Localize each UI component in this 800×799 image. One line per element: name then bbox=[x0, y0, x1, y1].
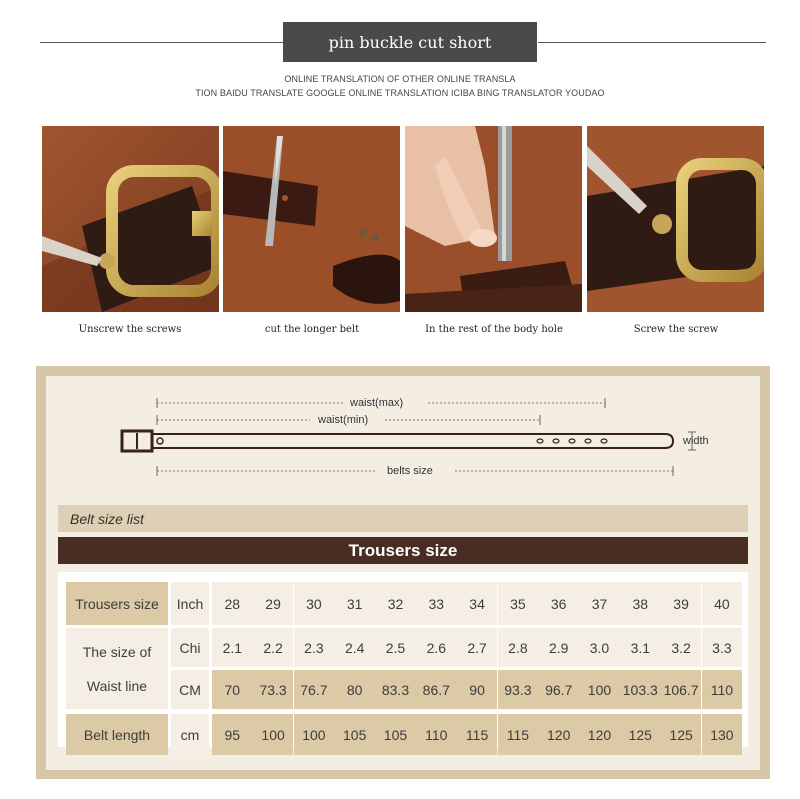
cm-unit: CM bbox=[171, 670, 209, 709]
cm-value: 110 bbox=[702, 670, 743, 709]
belt-value: 100 bbox=[253, 714, 294, 755]
cm-value: 73.3 bbox=[253, 670, 294, 709]
belt-value: 125 bbox=[620, 714, 661, 755]
waist-label-line-2: Waist line bbox=[86, 677, 148, 694]
step-photo-punch bbox=[405, 126, 582, 312]
inch-value: 29 bbox=[253, 582, 294, 625]
cm-value: 76.7 bbox=[294, 670, 335, 709]
inch-value: 40 bbox=[702, 582, 743, 625]
step-caption-punch: In the rest of the body hole bbox=[425, 324, 563, 335]
inch-value: 39 bbox=[661, 582, 702, 625]
chi-value: 2.4 bbox=[334, 628, 375, 667]
belt-value: 130 bbox=[702, 714, 743, 755]
chi-value: 3.1 bbox=[620, 628, 661, 667]
cm-value: 106.7 bbox=[661, 670, 702, 709]
cm-value: 90 bbox=[457, 670, 498, 709]
step-caption-unscrew: Unscrew the screws bbox=[78, 324, 182, 335]
belt-size-list-label: Belt size list bbox=[70, 511, 144, 527]
cm-value: 70 bbox=[212, 670, 253, 709]
inch-value: 35 bbox=[498, 582, 539, 625]
page-title: pin buckle cut short bbox=[283, 22, 537, 62]
inch-unit: Inch bbox=[171, 582, 209, 625]
belt-value: 125 bbox=[661, 714, 702, 755]
chi-unit: Chi bbox=[171, 628, 209, 667]
belt-length-label: Belt length bbox=[66, 714, 168, 755]
cm-value: 86.7 bbox=[416, 670, 457, 709]
waist-max-label: waist(max) bbox=[350, 397, 404, 409]
inch-value: 32 bbox=[375, 582, 416, 625]
chi-value: 3.0 bbox=[579, 628, 620, 667]
chi-value: 2.9 bbox=[538, 628, 579, 667]
chi-value: 3.3 bbox=[702, 628, 743, 667]
belt-size-list-bar bbox=[58, 505, 748, 532]
chi-value: 2.6 bbox=[416, 628, 457, 667]
belt-value: 105 bbox=[334, 714, 375, 755]
chi-value: 2.2 bbox=[253, 628, 294, 667]
width-label: width bbox=[683, 435, 709, 447]
belt-value: 110 bbox=[416, 714, 457, 755]
waist-min-label: waist(min) bbox=[318, 414, 369, 426]
inch-value: 33 bbox=[416, 582, 457, 625]
chi-value: 2.1 bbox=[212, 628, 253, 667]
belt-unit: cm bbox=[171, 714, 209, 755]
inch-value: 36 bbox=[538, 582, 579, 625]
chi-value: 2.8 bbox=[498, 628, 539, 667]
cm-value: 96.7 bbox=[538, 670, 579, 709]
step-photo-screw bbox=[587, 126, 764, 312]
chi-value: 2.7 bbox=[457, 628, 498, 667]
waist-line-label bbox=[66, 628, 168, 709]
cm-value: 83.3 bbox=[375, 670, 416, 709]
belt-value: 95 bbox=[212, 714, 253, 755]
belt-value: 100 bbox=[294, 714, 335, 755]
inch-value: 31 bbox=[334, 582, 375, 625]
belt-value: 105 bbox=[375, 714, 416, 755]
step-caption-cut: cut the longer belt bbox=[264, 324, 360, 335]
header-rule-right bbox=[538, 42, 766, 43]
cm-value: 103.3 bbox=[620, 670, 661, 709]
belt-value: 120 bbox=[538, 714, 579, 755]
chi-value: 3.2 bbox=[661, 628, 702, 667]
belt-value: 120 bbox=[579, 714, 620, 755]
inch-value: 28 bbox=[212, 582, 253, 625]
cm-value: 80 bbox=[334, 670, 375, 709]
belt-value: 115 bbox=[457, 714, 498, 755]
subtitle-line-2: TION BAIDU TRANSLATE GOOGLE ONLINE TRANSLATION ICIBA BING TRANSLATOR YOUDAO bbox=[195, 88, 605, 98]
header-rule-left bbox=[40, 42, 285, 43]
step-photo-cut bbox=[223, 126, 400, 312]
cm-value: 100 bbox=[579, 670, 620, 709]
inch-value: 38 bbox=[620, 582, 661, 625]
step-photo-unscrew bbox=[42, 126, 219, 312]
chi-value: 2.5 bbox=[375, 628, 416, 667]
waist-label-line-1: The size of bbox=[82, 643, 152, 660]
step-caption-screw: Screw the screw bbox=[633, 324, 719, 335]
inch-value: 34 bbox=[457, 582, 498, 625]
inch-value: 37 bbox=[579, 582, 620, 625]
inch-value: 30 bbox=[294, 582, 335, 625]
cm-value: 93.3 bbox=[498, 670, 539, 709]
chi-value: 2.3 bbox=[294, 628, 335, 667]
belts-size-label: belts size bbox=[387, 465, 433, 477]
belt-value: 115 bbox=[498, 714, 539, 755]
trousers-size-label: Trousers size bbox=[66, 582, 168, 625]
trousers-size-title: Trousers size bbox=[58, 537, 748, 564]
subtitle-line-1: ONLINE TRANSLATION OF OTHER ONLINE TRANSLA bbox=[284, 74, 516, 84]
